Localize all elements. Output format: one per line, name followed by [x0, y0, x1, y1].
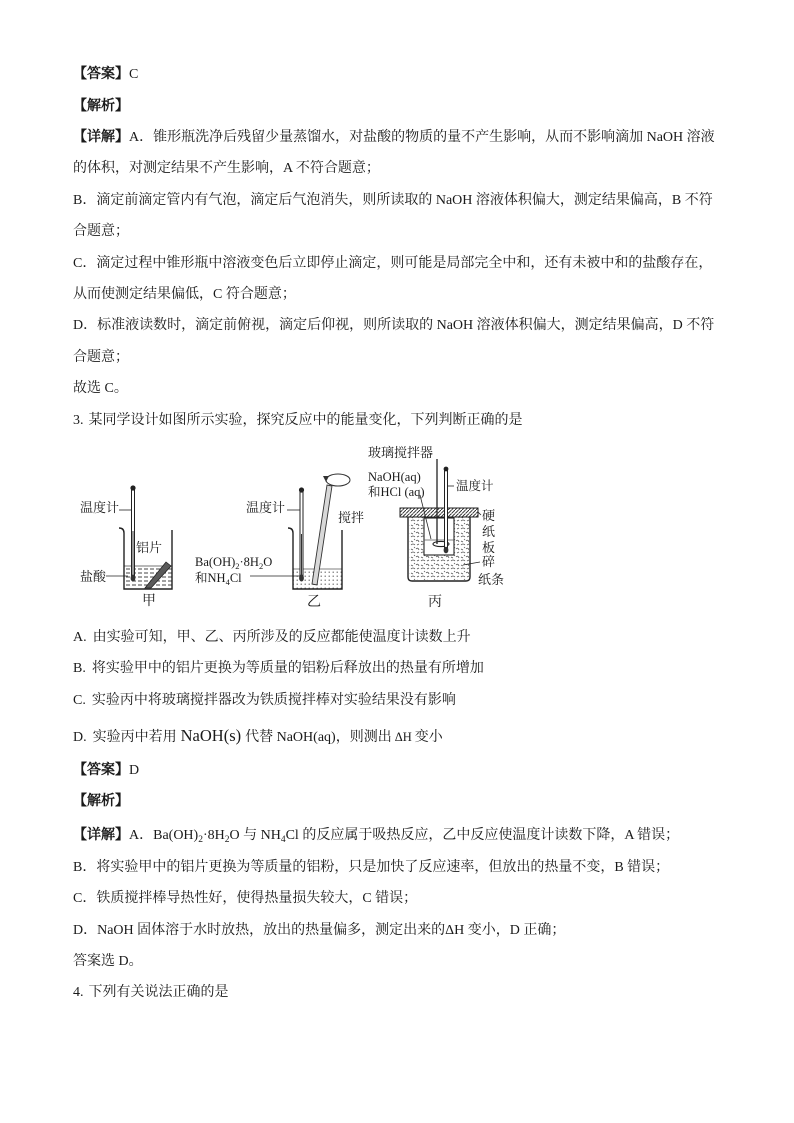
- q3-stem-line: [73, 405, 753, 436]
- thermometer-label: 温度计: [246, 499, 286, 515]
- answer-value: C: [129, 67, 139, 83]
- option-text: 实验丙中若用: [92, 730, 177, 746]
- option-formula: NaOH(s): [180, 726, 242, 746]
- formula-part: 和NH: [195, 570, 226, 585]
- subscript: 2: [198, 835, 203, 846]
- solution-label-line2: 和HCl (aq): [368, 484, 425, 499]
- setup-caption: 乙: [307, 594, 321, 610]
- q4-stem-line: [73, 977, 753, 1008]
- option-label: D.: [73, 730, 87, 746]
- q3-explanation-a: [73, 820, 753, 851]
- experiment-figure-container: [73, 436, 753, 622]
- explanation-text: A．锥形瓶洗净后残留少量蒸馏水，对盐酸的物质的量不产生影响，从而不影响滴加 NaOH 溶液: [129, 130, 715, 146]
- q2-answer-line: [73, 59, 753, 90]
- aluminum-label: 铝片: [136, 539, 163, 555]
- subscript: 2: [258, 560, 264, 571]
- answer-label: 【答案】: [73, 762, 129, 778]
- option-label: B.: [73, 661, 86, 677]
- cardboard-lid: [400, 508, 478, 517]
- setup-jia: [80, 485, 172, 609]
- answer-value: D: [129, 762, 140, 778]
- thermometer-tube: [445, 469, 448, 549]
- question-number: 4.: [73, 985, 84, 1001]
- analysis-label: 【解析】: [73, 98, 129, 114]
- subscript: 4: [280, 835, 286, 846]
- q3-explanation-c: C．铁质搅拌棒导热性好，使得热量损失较大，C 错误；: [73, 891, 418, 907]
- option-text: 代替 NaOH(aq)，则测出: [245, 730, 392, 746]
- setup-caption: 甲: [142, 593, 156, 609]
- answer-label: 【答案】: [73, 67, 129, 83]
- thermometer-cap: [444, 467, 449, 472]
- q3-option-c: [73, 685, 753, 716]
- q2-explanation-line: 合题意；: [73, 349, 129, 365]
- reagent-label-line2: [195, 571, 242, 587]
- cardboard-label-char: 板: [482, 539, 496, 555]
- q3-explanation-b: B．将实验甲中的铝片更换为等质量的铝粉，只是加快了反应速率，但放出的热量不变，B 错误；: [73, 859, 670, 875]
- q3-conclusion: 答案选 D。: [73, 953, 143, 969]
- explanation-text: O 与 NH: [229, 828, 281, 844]
- thermometer-bulb: [131, 574, 136, 581]
- q2-conclusion: 故选 C。: [73, 381, 128, 397]
- q2-explanation-line: 合题意；: [73, 224, 129, 240]
- paper-label-line1: 碎: [482, 553, 496, 569]
- q2-analysis-heading: [73, 91, 753, 122]
- formula-part: Cl: [229, 570, 242, 585]
- q2-explanation-line: B．滴定前滴定管内有气泡，滴定后气泡消失，则所读取的 NaOH 溶液体积偏大，测定结果偏高，B 不符: [73, 192, 713, 208]
- thermometer-cap: [130, 485, 135, 490]
- option-label: C.: [73, 692, 86, 708]
- paper-label-line2: 纸条: [478, 571, 505, 587]
- acid-label: 盐酸: [80, 568, 107, 584]
- setup-yi: [195, 474, 364, 610]
- option-text: 变小: [414, 730, 443, 746]
- detail-label: 【详解】: [73, 130, 129, 146]
- stirring-motion-loop: [326, 474, 350, 486]
- q3-answer-line: [73, 755, 753, 786]
- explanation-text: A．Ba(OH): [129, 828, 199, 844]
- cardboard-label-char: 纸: [482, 523, 496, 539]
- inner-beaker: [424, 518, 454, 555]
- thermometer-bulb: [299, 574, 304, 581]
- option-label: A.: [73, 629, 87, 645]
- stirrer-label: 玻璃搅拌器: [368, 444, 434, 460]
- formula-part: O: [263, 554, 273, 569]
- cardboard-label-char: 硬: [482, 507, 496, 523]
- explanation-text: Cl 的反应属于吸热反应，乙中反应使温度计读数下降，A 错误；: [285, 828, 680, 844]
- option-text: 将实验甲中的铝片更换为等质量的铝粉后释放出的热量有所增加: [91, 661, 484, 677]
- thermometer-label: 温度计: [456, 478, 494, 493]
- stirring-arrow-icon: [323, 476, 329, 482]
- subscript: 2: [235, 560, 240, 571]
- question-number: 3.: [73, 412, 84, 428]
- option-delta-h: ΔH: [394, 730, 412, 745]
- q2-explanation-line: 从而使测定结果偏低，C 符合题意；: [73, 287, 296, 303]
- explanation-text: ·8H: [202, 828, 225, 844]
- thermometer-label: 温度计: [80, 499, 120, 515]
- stir-label: 搅拌: [338, 509, 365, 525]
- solution-label-line1: NaOH(aq): [368, 469, 421, 484]
- thermometer-bulb: [444, 547, 449, 554]
- q3-option-b: [73, 653, 753, 684]
- experiment-figure: [60, 436, 520, 622]
- thermometer-cap: [299, 487, 304, 492]
- formula-part: Ba(OH): [195, 554, 236, 569]
- subscript: 2: [224, 835, 230, 846]
- q2-explanation-line: [73, 122, 753, 153]
- question-stem: 下列有关说法正确的是: [88, 985, 229, 1001]
- q2-explanation-line: 的体积，对测定结果不产生影响，A 不符合题意；: [73, 161, 380, 177]
- q2-explanation-line: C．滴定过程中锥形瓶中溶液变色后立即停止滴定，则可能是局部完全中和，还有未被中和的盐酸存在，: [73, 255, 713, 271]
- option-text: 实验丙中将玻璃搅拌器改为铁质搅拌棒对实验结果没有影响: [91, 692, 456, 708]
- analysis-label: 【解析】: [73, 793, 129, 809]
- setup-bing: [368, 445, 504, 610]
- q3-option-a: [73, 622, 753, 653]
- question-stem: 某同学设计如图所示实验，探究反应中的能量变化，下列判断正确的是: [88, 412, 523, 428]
- q3-option-d: [73, 720, 753, 751]
- option-text: 由实验可知，甲、乙、丙所涉及的反应都能使温度计读数上升: [92, 629, 471, 645]
- q3-analysis-heading: [73, 786, 753, 817]
- subscript: 4: [225, 576, 230, 587]
- reagent-label-line1: [195, 555, 272, 571]
- page-content: [73, 59, 753, 1008]
- detail-label: 【详解】: [73, 828, 129, 844]
- setup-caption: 丙: [428, 594, 442, 610]
- q3-explanation-d: D．NaOH 固体溶于水时放热，放出的热量偏多，测定出来的ΔH 变小，D 正确；: [73, 922, 566, 938]
- q2-explanation-line: D．标准液读数时，滴定前俯视，滴定后仰视，则所读取的 NaOH 溶液体积偏大，测定结果偏高，D 不符: [73, 318, 715, 334]
- formula-part: ·8H: [239, 554, 259, 569]
